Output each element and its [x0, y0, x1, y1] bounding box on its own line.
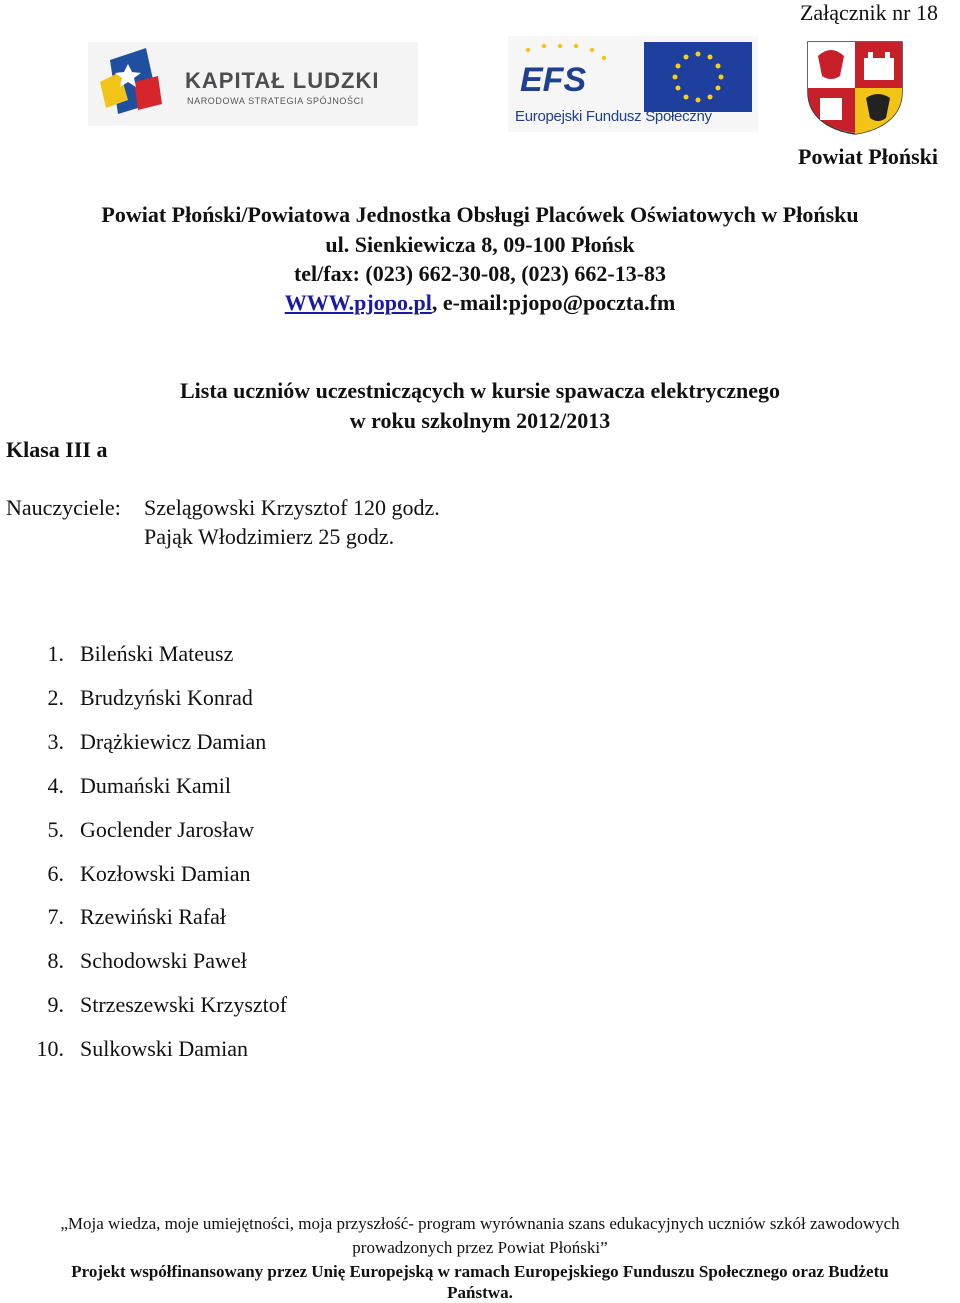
- student-name: Kozłowski Damian: [80, 861, 251, 886]
- teachers-label: Nauczyciele:: [6, 495, 121, 520]
- student-number: 3.: [47, 729, 64, 754]
- address-line-4: [0, 290, 960, 316]
- kapital-ludzki-sub: NARODOWA STRATEGIA SPÓJNOŚCI: [187, 96, 364, 106]
- student-number: 10.: [36, 1036, 64, 1061]
- student-name: Schodowski Paweł: [80, 948, 247, 973]
- teacher-2: Pająk Włodzimierz 25 godz.: [144, 524, 395, 549]
- email-text: , e-mail:pjopo@poczta.fm: [431, 290, 676, 315]
- student-number: 9.: [47, 992, 64, 1017]
- student-name: Goclender Jarosław: [80, 817, 255, 842]
- student-number: 7.: [47, 904, 64, 929]
- footer-funding-line-1: Projekt współfinansowany przez Unię Europejską w ramach Europejskiego Funduszu Społecznego oraz Budżetu: [71, 1262, 889, 1281]
- kapital-ludzki-name: KAPITAŁ LUDZKI: [185, 68, 380, 93]
- student-number: 4.: [47, 773, 64, 798]
- class-label: Klasa III a: [6, 437, 108, 462]
- student-name: Bileński Mateusz: [80, 641, 234, 666]
- student-number: 1.: [47, 641, 64, 666]
- student-name: Rzewiński Rafał: [80, 904, 227, 929]
- coat-of-arms-icon: [802, 36, 908, 136]
- student-number: 2.: [47, 685, 64, 710]
- document-subtitle: w roku szkolnym 2012/2013: [349, 408, 611, 433]
- footer-program-line-2: prowadzonych przez Powiat Płoński”: [352, 1238, 608, 1257]
- student-number: 5.: [47, 817, 64, 842]
- student-name: Drążkiewicz Damian: [80, 729, 267, 754]
- student-number: 8.: [47, 948, 64, 973]
- footer-funding-line-2: Państwa.: [447, 1283, 513, 1302]
- teacher-1: Szelągowski Krzysztof 120 godz.: [144, 495, 440, 520]
- county-name: Powiat Płoński: [798, 144, 938, 169]
- address-line-1: Powiat Płoński/Powiatowa Jednostka Obsługi Placówek Oświatowych w Płońsku: [101, 202, 859, 227]
- student-name: Dumański Kamil: [80, 773, 231, 798]
- efs-caption: Europejski Fundusz Społeczny: [515, 108, 712, 125]
- document-title: Lista uczniów uczestniczących w kursie spawacza elektrycznego: [179, 378, 780, 403]
- student-number: 6.: [47, 861, 64, 886]
- student-name: Brudzyński Konrad: [80, 685, 253, 710]
- efs-letters: EFS: [520, 61, 587, 99]
- website-link[interactable]: WWW.pjopo.pl: [284, 290, 432, 315]
- student-name: Sulkowski Damian: [80, 1036, 249, 1061]
- address-line-2: ul. Sienkiewicza 8, 09-100 Płońsk: [325, 232, 635, 257]
- annex-label: Załącznik nr 18: [799, 0, 938, 25]
- address-line-3: tel/fax: (023) 662-30-08, (023) 662-13-83: [293, 261, 667, 286]
- footer-program-line-1: „Moja wiedza, moje umiejętności, moja przyszłość- program wyrównania szans edukacyjnych uczniów szkół zawodowych: [60, 1214, 900, 1233]
- student-name: Strzeszewski Krzysztof: [80, 992, 288, 1017]
